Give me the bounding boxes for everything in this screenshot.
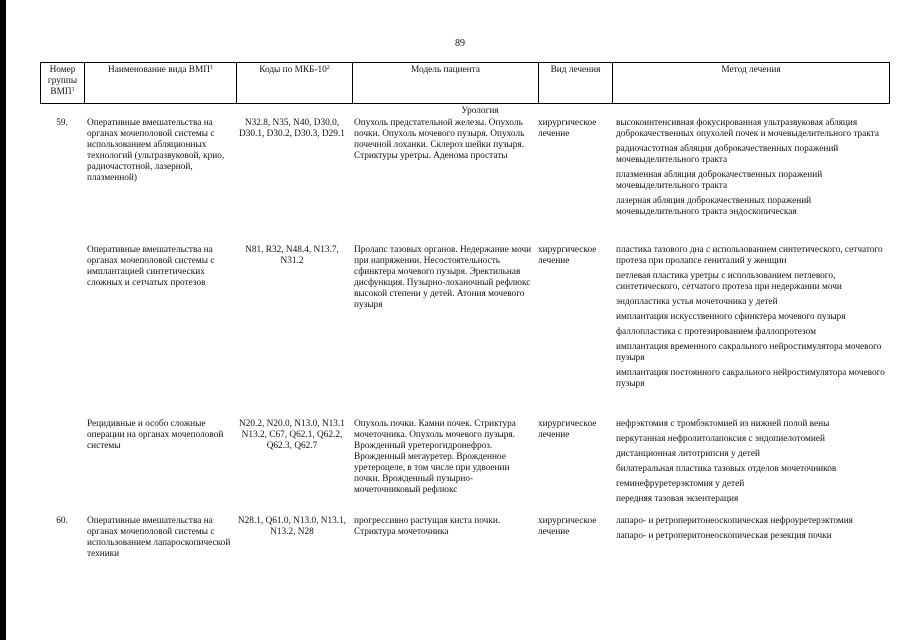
row-icd-codes: N32.8, N35, N40, D30.0, D30.1, D30.2, D30.3, D29.1	[239, 118, 345, 139]
method-item: имплантация искусственного сфинктера мочевого пузыря	[616, 312, 846, 322]
method-item: петлевая пластика уретры с использованием петлевого, синтетического, сетчатого протеза при недержании мочи	[616, 271, 842, 292]
method-item: нефрэктомия с тромбэктомией из нижней полой вены	[616, 419, 830, 429]
row-icd-codes: N20.2, N20.0, N13.0, N13.1 N13.2, C67, Q62.1, Q62.2, Q62.3, Q62.7	[239, 419, 345, 451]
header-icd-codes: Коды по МКБ-$10^2$	[237, 63, 353, 103]
row-vmp-name: Оперативные вмешательства на органах мочеполовой системы с использованием абляционных технологий (ультразвуковой, крио, радиочастотной, лазерной, плазменной)	[87, 118, 225, 183]
header-patient-model: Модель пациента	[353, 63, 539, 103]
method-item: лапаро- и ретроперитонеоскопическая нефроуретерэктомия	[616, 516, 853, 526]
row-methods	[616, 516, 886, 546]
row-patient-model: Опухоль почки. Камни почек. Стриктура мочеточника. Опухоль мочевого пузыря. Врожденный уретерогидронефроз. Врожденный мегауретер. Врожденное уретероцеле, в том числе при удвоении почки. Врожденный пузырно-мочеточниковый рефлюкс	[354, 419, 516, 495]
table-row	[40, 419, 890, 516]
table-row	[40, 118, 890, 245]
method-item: лапаро- и ретроперитонеоскопическая резекция почки	[616, 531, 832, 541]
method-item: дистанционная литотрипсия у детей	[616, 449, 760, 459]
row-vmp-name: Рецидивные и особо сложные операции на органах мочеполовой системы	[87, 419, 224, 451]
method-item: пластика тазового дна с использованием синтетического, сетчатого протеза при пролапсе гениталий у женщин	[616, 245, 883, 266]
method-item: фаллопластика с протезированием фаллопротезом	[616, 327, 817, 337]
row-number: 60.	[56, 516, 68, 526]
method-item: геминефруретерэктомия у детей	[616, 479, 745, 489]
method-item: плазменная абляция доброкачественных поражений мочевыделительного тракта	[616, 170, 823, 191]
method-item: лазерная абляция доброкачественных поражений мочевыделительного тракта эндоскопическая	[616, 196, 812, 217]
table-row	[40, 516, 890, 576]
method-item: высокоинтенсивная фокусированная ультразвуковая абляция доброкачественных опухолей почек и мочевыделительного тракта	[616, 118, 879, 139]
row-icd-codes: N28.1, Q61.0, N13.0, N13.1, N13.2, N28	[237, 516, 347, 537]
row-treatment-type: хирургическое лечение	[538, 245, 597, 266]
table-row	[40, 245, 890, 419]
header-vmp-name: Наименование вида ВМП$^1$	[85, 63, 237, 103]
header-treatment-type: Вид лечения	[539, 63, 613, 103]
row-patient-model: Пролапс тазовых органов. Недержание мочи при напряжении. Несостоятельность сфинктера мочевого пузыря. Эректильная дисфункция. Пузырно-лоханочный рефлюкс высокой степени у детей. Атония мочевого пузыря	[354, 245, 532, 310]
row-treatment-type: хирургическое лечение	[538, 118, 597, 139]
row-number: 59.	[56, 118, 68, 128]
table-header	[40, 62, 890, 104]
row-patient-model: прогрессивно растущая киста почки. Стриктура мочеточника	[354, 516, 501, 537]
method-item: эндопластика устья мочеточника у детей	[616, 297, 778, 307]
row-treatment-type: хирургическое лечение	[538, 516, 597, 537]
row-methods	[616, 245, 886, 394]
method-item: перкутанная нефролитолапоксия с эндопиелотомией	[616, 434, 825, 444]
row-vmp-name: Оперативные вмешательства на органах мочеполовой системы с имплантацией синтетических сложных и сетчатых протезов	[87, 245, 215, 288]
header-group-number: Номер группы ВМП$^1$	[41, 63, 85, 103]
method-item: радиочастотная абляция доброкачественных поражений мочевыделительного тракта	[616, 144, 839, 165]
row-methods	[616, 419, 886, 509]
vmp-table	[40, 62, 890, 576]
section-title: Урология	[461, 106, 499, 116]
row-icd-codes: N81, R32, N48.4, N13.7, N31.2	[245, 245, 339, 266]
method-item: билатеральная пластика тазовых отделов мочеточников	[616, 464, 837, 474]
row-methods	[616, 118, 886, 222]
scan-edge-bar	[0, 0, 6, 640]
row-treatment-type: хирургическое лечение	[538, 419, 597, 440]
row-vmp-name: Оперативные вмешательства на органах мочеполовой системы с использованием лапароскопической техники	[87, 516, 231, 559]
method-item: имплантация постоянного сакрального нейростимулятора мочевого пузыря	[616, 368, 885, 389]
method-item: передняя тазовая экзентерация	[616, 494, 739, 504]
page-number: 89	[455, 38, 465, 49]
method-item: имплантация временного сакрального нейростимулятора мочевого пузыря	[616, 342, 882, 363]
header-treatment-method: Метод лечения	[721, 65, 781, 75]
row-patient-model: Опухоль предстательной железы. Опухоль почки. Опухоль мочевого пузыря. Опухоль почечной лоханки. Склероз шейки пузыря. Стриктуры уретры. Аденома простаты	[354, 118, 525, 161]
